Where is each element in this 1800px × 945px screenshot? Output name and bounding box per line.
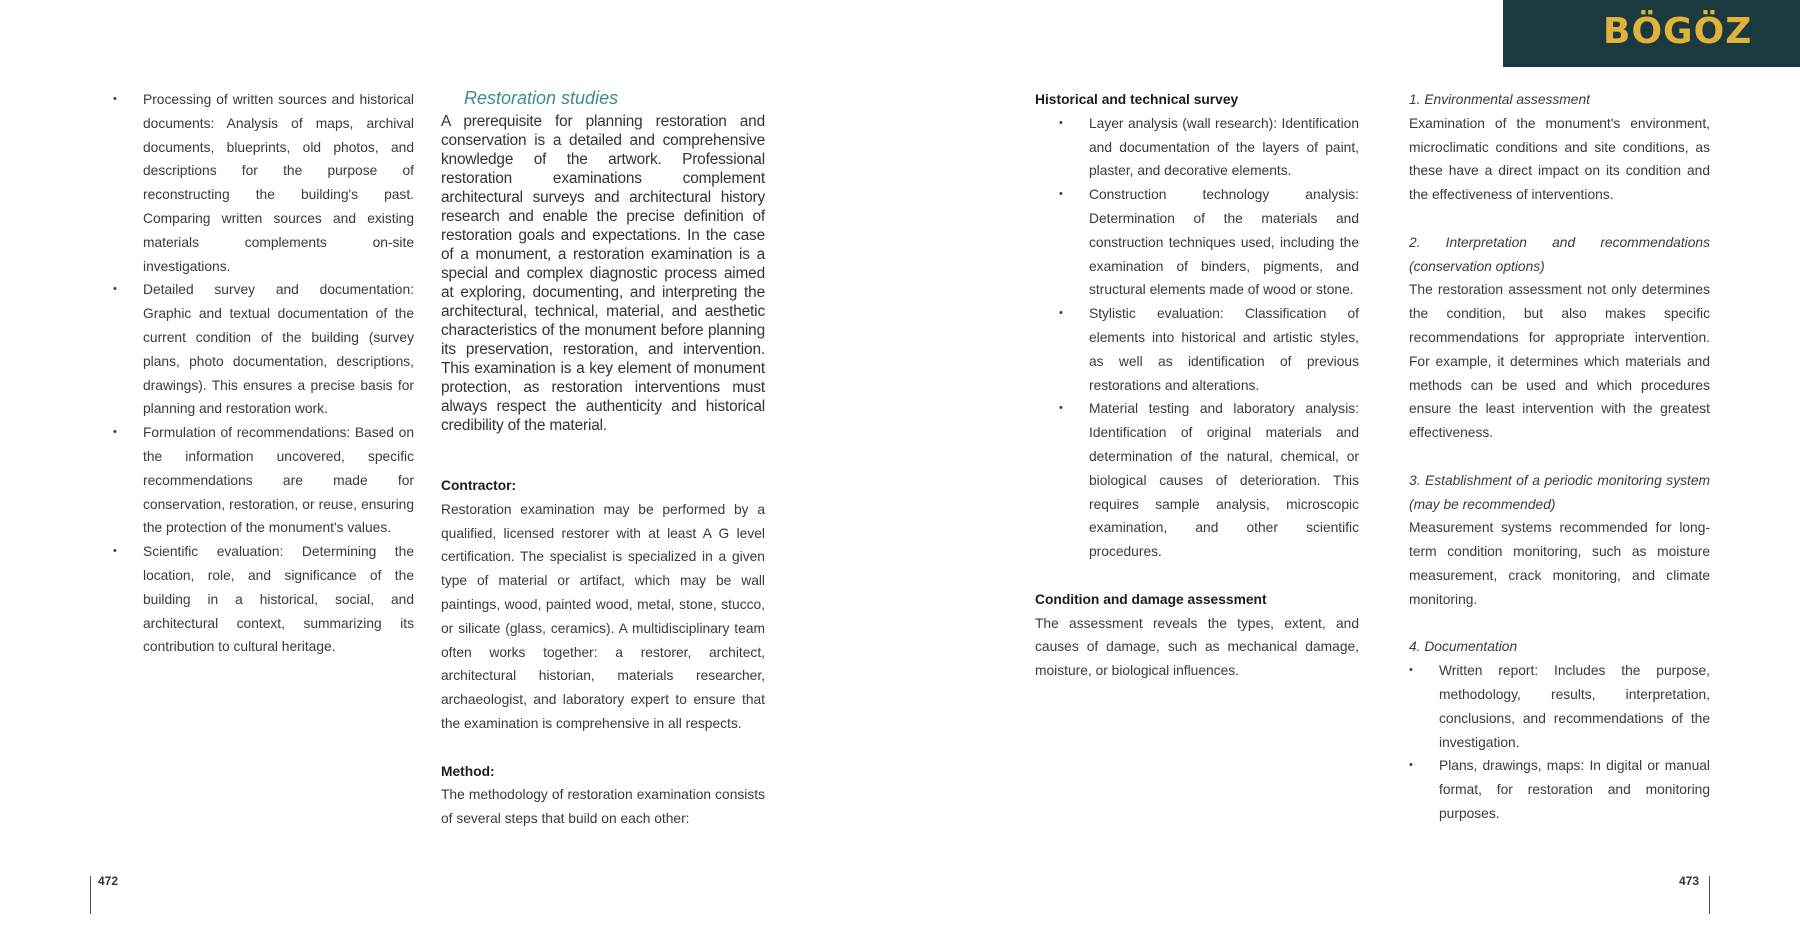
contractor-label: Contractor: — [441, 478, 517, 493]
intro-paragraph: A prerequisite for planning restoration and conservation is a detailed and comprehensive knowledge of the artwork. Professional restoration examinations complement architectural surveys and architectural history research and enable the precise definition of restoration goals and expectations. In the case of a monument, a restoration examination is a special and complex diagnostic process aimed at exploring, documenting, and interpreting the architectural, technical, material, and aesthetic characteristics of the monument before planning its preservation, restoration, and intervention. This examination is a key element of monument protection, as restoration interventions must always respect the authenticity and historical credibility of the material. — [441, 113, 765, 434]
damage-heading: Condition and damage assessment — [1035, 591, 1267, 607]
right-page-number: 473 — [1679, 874, 1700, 888]
left-page-number: 472 — [98, 874, 119, 888]
method-label: Method: — [441, 763, 495, 779]
left-page-rule — [90, 876, 91, 914]
list-item: • Plans, drawings, maps: In digital or manual format, for restoration and monitoring purposes. — [1409, 754, 1710, 825]
brand-title: BÖGÖZ — [1603, 11, 1753, 52]
list-item: • Detailed survey and documentation: Graphic and textual documentation of the current condition of the building (survey plans, photo documentation, descriptions, drawings). This ensures a precise basis for planning and restoration work. — [113, 278, 414, 421]
list-item: • Formulation of recommendations: Based on the information uncovered, specific recommendations are made for conservation, restoration, or reuse, ensuring the protection of the monument's values. — [113, 421, 414, 540]
right-page-rule — [1709, 876, 1710, 914]
monitoring-text: Measurement systems recommended for long-term condition monitoring, such as moisture measurement, crack monitoring, and climate monitoring. — [1409, 520, 1710, 607]
left-bullet-list — [113, 88, 414, 659]
assessment-column — [1409, 88, 1710, 826]
list-item: • Scientific evaluation: Determining the location, role, and significance of the building in a historical, social, and architectural context, summarizing its contribution to cultural heritage. — [113, 540, 414, 659]
left-bullet-column — [113, 88, 414, 659]
list-item: • Construction technology analysis: Determination of the materials and construction techniques used, including the examination of binders, pigments, and structural elements made of wood or stone. — [1059, 183, 1359, 302]
contractor-paragraph: Restoration examination may be performed by a qualified, licensed restorer with at least A G level certification. The specialist is specialized in a given type of material or artifact, which may be wall paintings, wood, painted wood, metal, stone, stucco, or silicate (glass, ceramics). A multidisciplinary team often works together: a restorer, architect, architectural historian, materials researcher, archaeologist, and laboratory expert to ensure that the examination is comprehensive in all respects. — [441, 501, 765, 731]
list-item: • Processing of written sources and historical documents: Analysis of maps, archival documents, blueprints, old photos, and descriptions for the purpose of reconstructing the building's past. Comparing written sources and existing materials complements on-site investigations. — [113, 88, 414, 278]
method-paragraph: The methodology of restoration examination consists of several steps that build on each other: — [441, 787, 765, 827]
documentation-title: 4. Documentation — [1409, 639, 1518, 655]
list-item: • Stylistic evaluation: Classification of elements into historical and artistic styles, as well as identification of previous restorations and alterations. — [1059, 302, 1359, 397]
list-item: • Written report: Includes the purpose, methodology, results, interpretation, conclusions, and recommendations of the investigation. — [1409, 659, 1710, 754]
interpretation-text: The restoration assessment not only determines the condition, but also makes specific recommendations for appropriate intervention. For example, it determines which materials and methods can be used and which procedures ensure the least intervention with the greatest effectiveness. — [1409, 282, 1710, 441]
survey-column — [1035, 88, 1359, 683]
list-item: • Material testing and laboratory analysis: Identification of original materials and determination of the natural, chemical, or biological causes of deterioration. This requires sample analysis, microscopic examination, and other scientific procedures. — [1059, 397, 1359, 564]
brand-banner — [1503, 0, 1800, 67]
survey-heading: Historical and technical survey — [1035, 92, 1239, 107]
environmental-assessment-text: Examination of the monument's environment, microclimatic conditions and site conditions, as these have a direct impact on its condition and the effectiveness of interventions. — [1409, 115, 1710, 203]
documentation-bullet-list — [1409, 659, 1710, 826]
survey-bullet-list — [1059, 112, 1359, 564]
damage-paragraph: The assessment reveals the types, extent, and causes of damage, such as mechanical damage, moisture, or biological influences. — [1035, 615, 1359, 679]
monitoring-title: 3. Establishment of a periodic monitoring system (may be recommended) — [1409, 472, 1710, 512]
environmental-assessment-title: 1. Environmental assessment — [1409, 92, 1590, 107]
interpretation-title: 2. Interpretation and recommendations (conservation options) — [1409, 234, 1710, 274]
section-heading: Restoration studies — [464, 88, 619, 108]
list-item: • Layer analysis (wall research): Identification and documentation of the layers of paint, plaster, and decorative elements. — [1059, 112, 1359, 183]
restoration-studies-column — [441, 84, 765, 831]
